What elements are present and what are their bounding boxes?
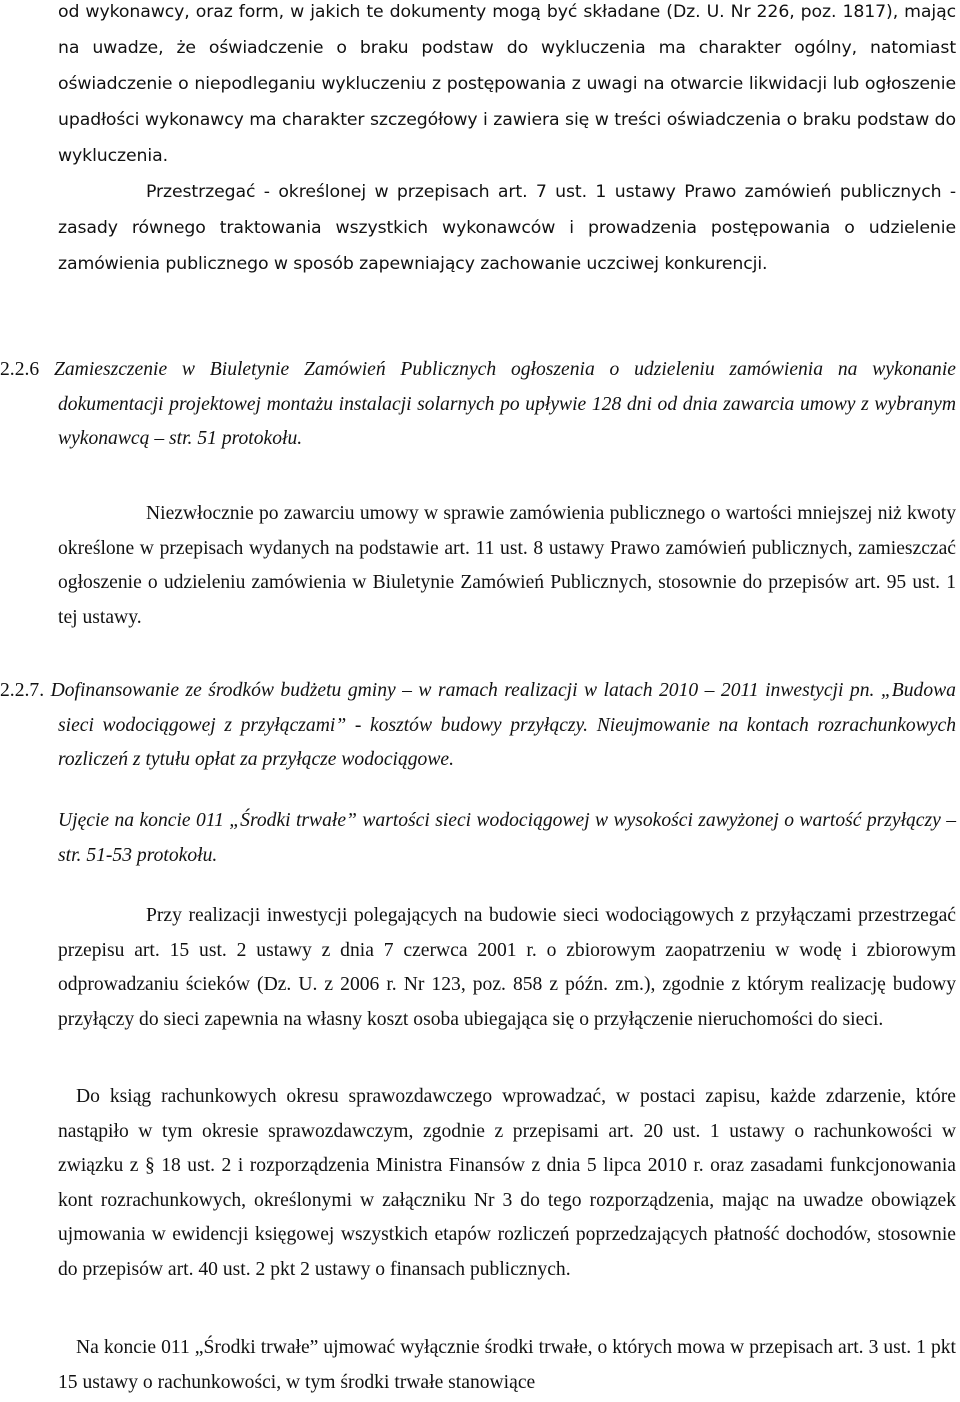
paragraph-intro: od wykonawcy, oraz form, w jakich te dokumenty mogą być składane (Dz. U. Nr 226, poz. 1817), mając na uwadze, że oświadczenie o braku podstaw do wykluczenia ma charakter ogólny, natomiast oświadczenie o niepodleganiu wykluczeniu z postępowania z uwagi na otwarcie likwidacji lub ogłoszenie upadłości wykonawcy ma charakter szczegółowy i zawiera się w treści oświadczenia o braku podstaw do wykluczenia. <box>58 2 956 166</box>
recommendation-2-2-6: Niezwłocznie po zawarciu umowy w sprawie zamówienia publicznego o wartości mniejszej niż kwoty określone w przepisach wydanych na podstawie art. 11 ust. 8 ustawy Prawo zamówień publicznych, zamieszczać ogłoszenie o udzieleniu zamówienia w Biuletynie Zamówień Publicznych, stosownie do przepisów art. 95 ust. 1 tej ustawy. <box>58 503 956 628</box>
finding-2-2-7-b: Ujęcie na koncie 011 „Środki trwałe” wartości sieci wodociągowej w wysokości zawyżonej o wartość przyłączy – str. 51-53 protokołu. <box>58 810 956 866</box>
finding-text: Dofinansowanie ze środków budżetu gminy – w ramach realizacji w latach 2010 – 2011 inwestycji pn. „Budowa sieci wodociągowej z przyłączami” - kosztów budowy przyłączy. Nieujmowanie na kontach rozrachunkowych rozliczeń z tytułu opłat za przyłącze wodociągowe. <box>50 680 956 770</box>
recommendation-2-2-7-b: Do ksiąg rachunkowych okresu sprawozdawczego wprowadzać, w postaci zapisu, każde zdarzenie, które nastąpiło w tym okresie sprawozdawczym, zgodnie z przepisami art. 20 ust. 1 ustawy o rachunkowości w związku z § 18 ust. 2 i rozporządzenia Ministra Finansów z dnia 5 lipca 2010 r. oraz zasadami funkcjonowania kont rozrachunkowych, określonymi w załączniku Nr 3 do tego rozporządzenia, mając na uwadze obowiązek ujmowania w ewidencji księgowej wszystkich etapów rozliczeń poprzedzających płatność dochodów, stosownie do przepisów art. 40 ust. 2 pkt 2 ustawy o finansach publicznych. <box>58 1086 956 1280</box>
finding-2-2-6 <box>0 353 956 457</box>
finding-2-2-7-a <box>0 674 956 778</box>
recommendation-2-2-7-c: Na koncie 011 „Środki trwałe” ujmować wyłącznie środki trwałe, o których mowa w przepisach art. 3 ust. 1 pkt 15 ustawy o rachunkowości, w tym środki trwałe stanowiące <box>58 1337 956 1393</box>
section-number: 2.2.6 <box>0 359 40 380</box>
finding-text: Zamieszczenie w Biuletynie Zamówień Publicznych ogłoszenia o udzieleniu zamówienia na wykonanie dokumentacji projektowej montażu instalacji solarnych po upływie 128 dni od dnia zawarcia umowy z wybranym wykonawcą – str. 51 protokołu. <box>53 359 956 449</box>
recommendation-2-2-7-a: Przy realizacji inwestycji polegających na budowie sieci wodociągowych z przyłączami przestrzegać przepisu art. 15 ust. 2 ustawy z dnia 7 czerwca 2001 r. o zbiorowym zaopatrzeniu w wodę i zbiorowym odprowadzaniu ścieków (Dz. U. z 2006 r. Nr 123, poz. 858 z późn. zm.), zgodnie z którym realizację budowy przyłączy do sieci zapewnia na własny koszt osoba ubiegająca się o przyłączenie nieruchomości do sieci. <box>58 905 956 1030</box>
section-number: 2.2.7. <box>0 680 45 701</box>
recommendation-equal-treatment: Przestrzegać - określonej w przepisach art. 7 ust. 1 ustawy Prawo zamówień publicznych - zasady równego traktowania wszystkich wykonawców i prowadzenia postępowania o udzielenie zamówienia publicznego w sposób zapewniający zachowanie uczciwej konkurencji. <box>58 182 956 274</box>
